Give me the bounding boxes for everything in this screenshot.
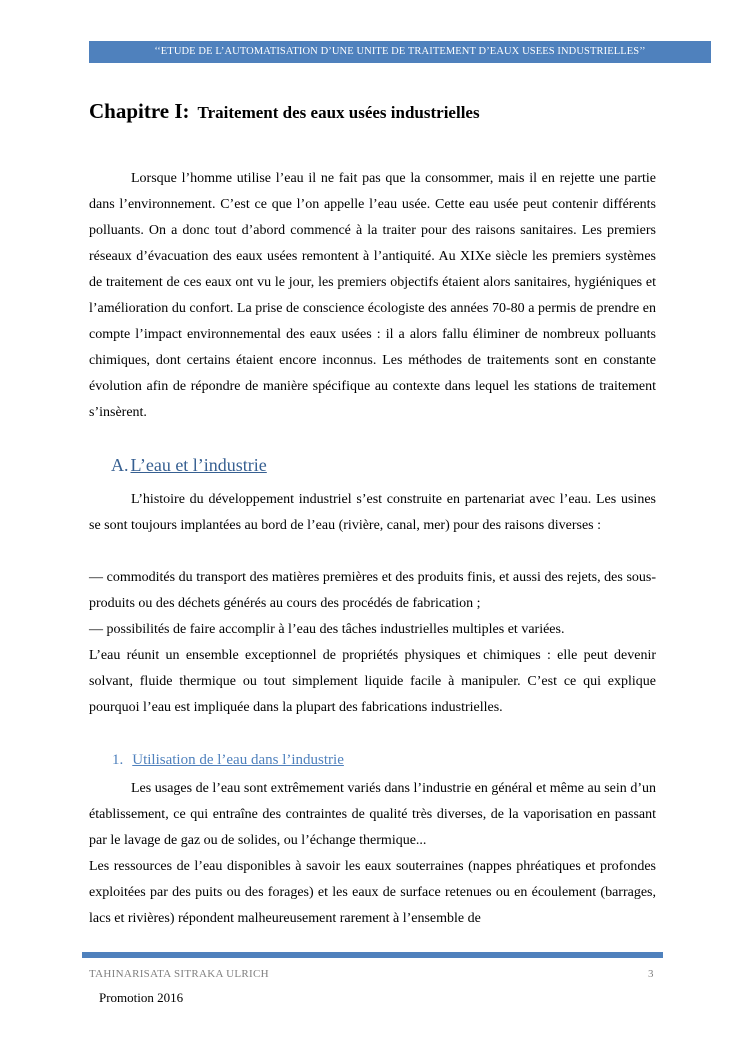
section-a-bullet-2: — possibilités de faire accomplir à l’eau des tâches industrielles multiples et variées. bbox=[89, 622, 565, 637]
subsection-1-title: Utilisation de l’eau dans l’industrie bbox=[132, 752, 344, 768]
chapter-title bbox=[89, 89, 480, 126]
subsection-1-marker: 1. bbox=[112, 752, 124, 768]
chapter-number: Chapitre I: bbox=[89, 99, 190, 123]
section-a-paragraph-2: L’eau réunit un ensemble exceptionnel de propriétés physiques et chimiques : elle peut devenir solvant, fluide thermique ou tout simplement liquide facile à manipuler. C’est ce qui explique pourquoi l’eau est impliquée dans la plupart des fabrications industrielles. bbox=[89, 648, 656, 715]
section-a-marker: A. bbox=[111, 455, 129, 475]
section-a-heading bbox=[111, 455, 267, 476]
section-a-paragraph-1: L’histoire du développement industriel s’est construite en partenariat avec l’eau. Les usines se sont toujours implantées au bord de l’eau (rivière, canal, mer) pour des raisons diverses : bbox=[89, 492, 656, 533]
section-a-bullet-1: — commodités du transport des matières premières et des produits finis, et aussi des rejets, des sous-produits ou des déchets générés au cours des procédés de fabrication ; bbox=[89, 570, 656, 611]
footer-rule bbox=[82, 952, 663, 958]
page-number: 3 bbox=[648, 968, 654, 980]
intro-paragraph: Lorsque l’homme utilise l’eau il ne fait pas que la consommer, mais il en rejette une partie dans l’environnement. C’est ce que l’on appelle l’eau usée. Cette eau usée peut contenir différents polluants. On a donc tout d’abord commencé à la traiter pour des raisons sanitaires. Les premiers réseaux d’évacuation des eaux usées remontent à l’antiquité. Au XIXe siècle les premiers systèmes de traitement de ces eaux ont vu le jour, les premiers objectifs étaient alors sanitaires, hygiéniques et l’amélioration du confort. La prise de conscience écologiste des années 70-80 a permis de prendre en compte l’impact environnemental des eaux usées : il a alors fallu éliminer de nombreux polluants chimiques, dont certains étaient encore inconnus. Les méthodes de traitements sont en constante évolution afin de répondre de manière spécifique au contexte dans lequel les stations de traitement s’insèrent. bbox=[89, 171, 656, 420]
footer-author: TAHINARISATA SITRAKA ULRICH bbox=[89, 968, 269, 980]
document-header-banner: ‘‘ETUDE DE L’AUTOMATISATION D’UNE UNITE DE TRAITEMENT D’EAUX USEES INDUSTRIELLES’’ bbox=[89, 41, 711, 63]
subsection-1-paragraph-2: Les ressources de l’eau disponibles à savoir les eaux souterraines (nappes phréatiques et profondes exploitées par des puits ou des forages) et les eaux de surface retenues ou en écoulement (barrages, lacs et rivières) répondent malheureusement rarement à l’ensemble de bbox=[89, 859, 656, 926]
footer-promotion: Promotion 2016 bbox=[99, 990, 184, 1005]
section-a-title: L’eau et l’industrie bbox=[130, 455, 267, 475]
chapter-name: Traitement des eaux usées industrielles bbox=[197, 103, 480, 122]
subsection-1-paragraph-1: Les usages de l’eau sont extrêmement variés dans l’industrie en général et même au sein d’un établissement, ce qui entraîne des contraintes de qualité très diverses, de la vaporisation en passant par le lavage de gaz ou de solides, ou l’échange thermique... bbox=[89, 781, 656, 848]
subsection-1-heading bbox=[112, 752, 344, 769]
